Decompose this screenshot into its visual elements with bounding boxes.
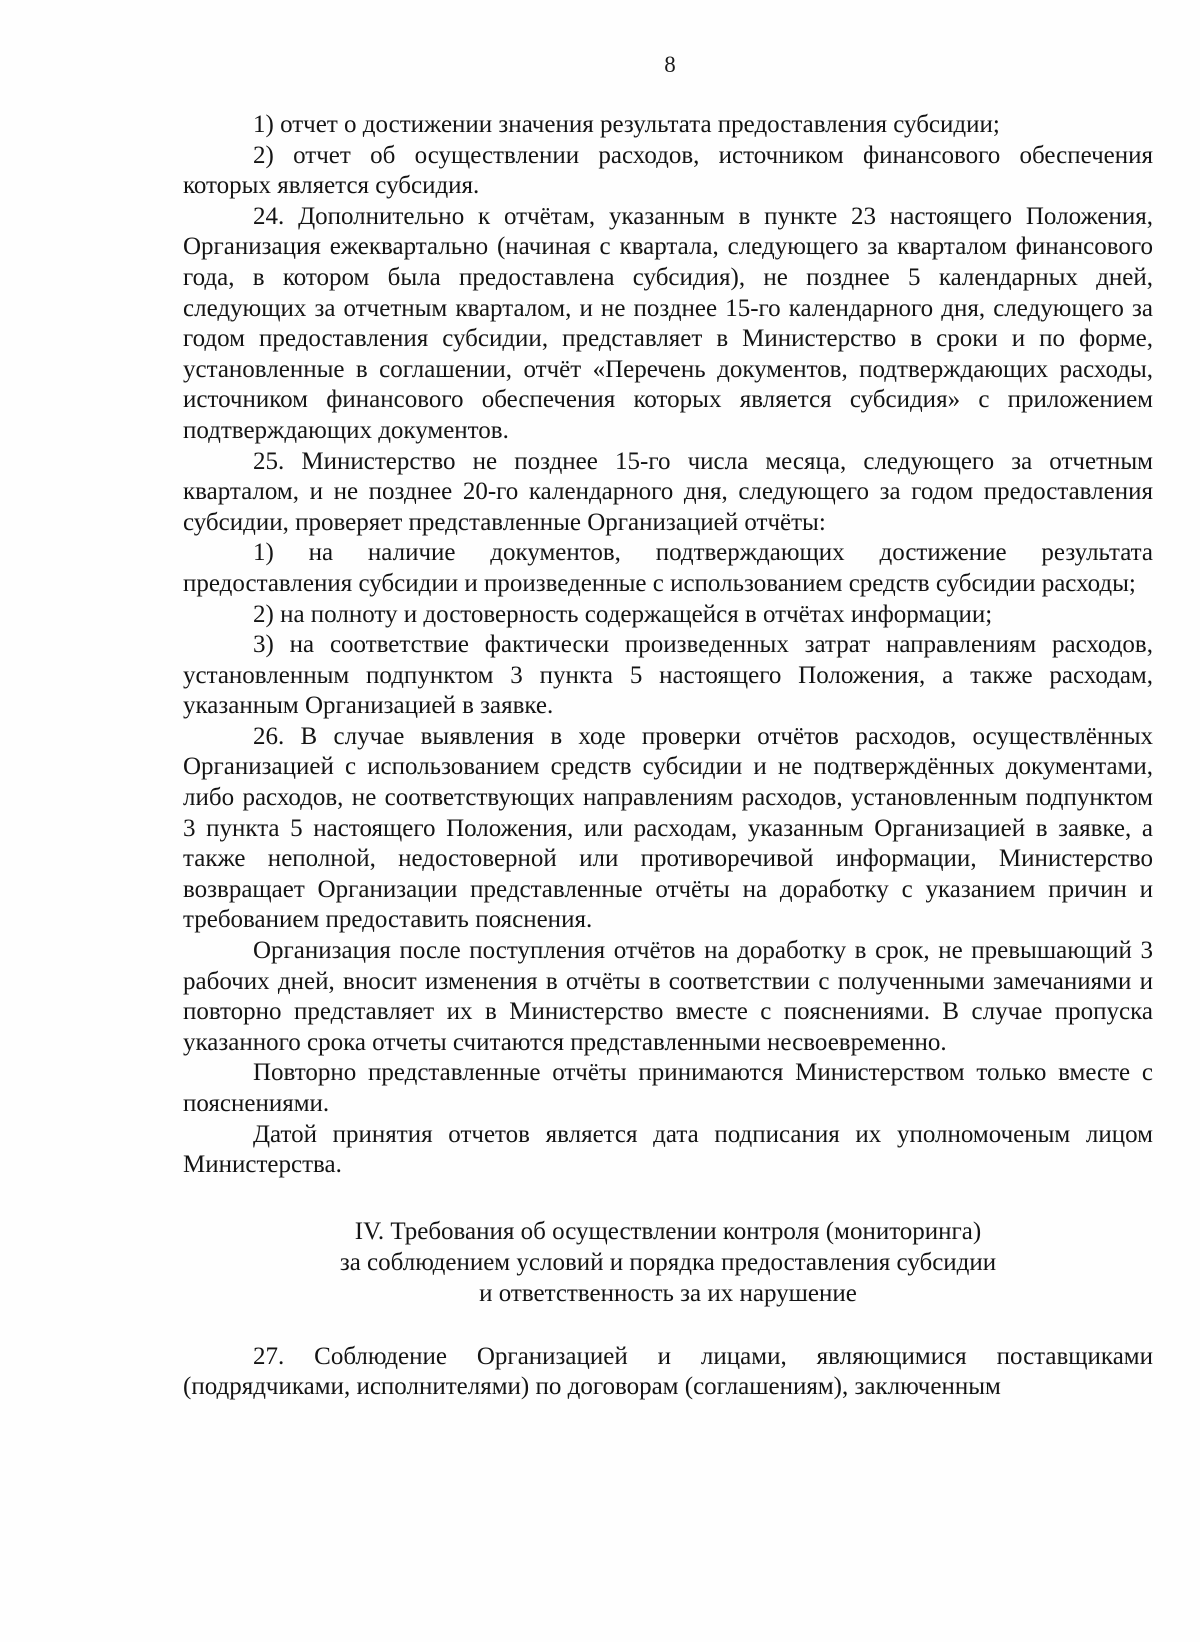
section-heading bbox=[183, 1216, 1153, 1309]
paragraph: Повторно представленные отчёты принимаются Министерством только вместе с пояснениями. bbox=[183, 1059, 1153, 1117]
paragraph: 1) на наличие документов, подтверждающих достижение результата предоставления субсидии и произведенные с использованием средств субсидии расходы; bbox=[183, 539, 1153, 597]
paragraph: 27. Соблюдение Организацией и лицами, являющимися поставщиками (подрядчиками, исполнителями) по договорам (соглашениям), заключенным bbox=[183, 1342, 1153, 1401]
section-heading-line: за соблюдением условий и порядка предоставления субсидии bbox=[339, 1248, 997, 1276]
paragraph: 25. Министерство не позднее 15-го числа месяца, следующего за отчетным кварталом, и не позднее 20-го календарного дня, следующего за годом предоставления субсидии, проверяет представленные Организацией отчёты: bbox=[183, 447, 1153, 536]
document-body bbox=[183, 110, 1153, 1403]
paragraph: 1) отчет о достижении значения результата предоставления субсидии; bbox=[253, 111, 1000, 138]
paragraph: Организация после поступления отчётов на доработку в срок, не превышающий 3 рабочих дней, вносит изменения в отчёты в соответствии с полученными замечаниями и повторно представляет их в Министерство вместе с пояснениями. В случае пропуска указанного срока отчеты считаются представленными несвоевременно. bbox=[183, 937, 1153, 1056]
paragraph: 24. Дополнительно к отчётам, указанным в пункте 23 настоящего Положения, Организация ежеквартально (начиная с квартала, следующего за кварталом финансового года, в котором была предоставлена субсидия), не позднее 5 календарных дней, следующих за отчетным кварталом, и не позднее 15-го календарного дня, следующего за годом предоставления субсидии, представляет в Министерство в сроки и по форме, установленные в соглашении, отчёт «Перечень документов, подтверждающих расходы, источником финансового обеспечения которых является субсидия» с приложением подтверждающих документов. bbox=[183, 202, 1153, 444]
paragraph: 2) отчет об осуществлении расходов, источником финансового обеспечения которых является субсидия. bbox=[183, 141, 1153, 200]
section-heading-line: и ответственность за их нарушение bbox=[479, 1279, 857, 1307]
page-number: 8 bbox=[664, 52, 676, 77]
section-heading-line: IV. Требования об осуществлении контроля (мониторинга) bbox=[354, 1217, 982, 1245]
paragraph: 2) на полноту и достоверность содержащейся в отчётах информации; bbox=[253, 600, 993, 628]
paragraph: Датой принятия отчетов является дата подписания их уполномоченым лицом Министерства. bbox=[183, 1120, 1153, 1179]
paragraph: 26. В случае выявления в ходе проверки отчётов расходов, осуществлённых Организацией с использованием средств субсидии и не подтверждённых документами, либо расходов, не соответствующих направлениям расходов, установленным подпунктом 3 пункта 5 настоящего Положения, или расходам, указанным Организацией в заявке, а также неполной, недостоверной или противоречивой информации, Министерство возвращает Организации представленные отчёты на доработку с указанием причин и требованием предоставить пояснения. bbox=[183, 722, 1153, 934]
paragraph: 3) на соответствие фактически произведенных затрат направлениям расходов, установленным подпунктом 3 пункта 5 настоящего Положения, а также расходам, указанным Организацией в заявке. bbox=[183, 631, 1153, 720]
